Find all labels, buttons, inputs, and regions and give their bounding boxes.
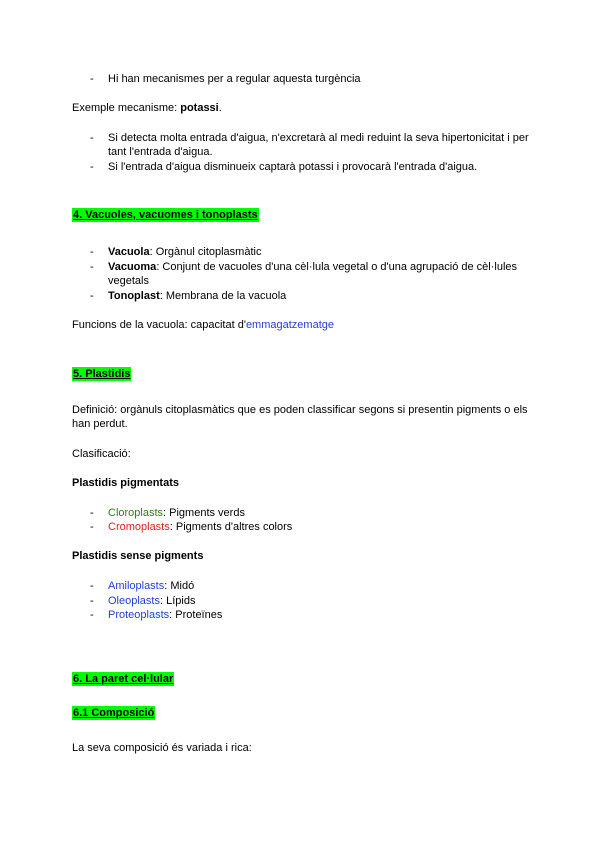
- vacuola-desc: : Orgànul citoplasmàtic: [149, 246, 262, 258]
- proteoplasts-item: [108, 608, 548, 622]
- section6-subheading: [72, 706, 155, 720]
- bullet-dash: -: [90, 609, 94, 621]
- cromoplasts-term: Cromoplasts: [108, 521, 170, 533]
- proteoplasts-term: Proteoplasts: [108, 609, 170, 621]
- bullet-dash: -: [90, 73, 94, 85]
- definicio-text: Definició: orgànuls citoplasmàtics que es poden classificar segons si presentin pigments o els han perdut.: [72, 404, 528, 430]
- bullet-dash: -: [90, 521, 94, 533]
- sense-title: Plastidis sense pigments: [72, 550, 204, 562]
- cloroplasts-desc: : Pigments verds: [163, 507, 245, 519]
- vacuoma-desc: : Conjunt de vacuoles d'una cèl·lula vegetal o d'una agrupació de cèl·lules vegetals: [108, 261, 518, 287]
- mecanisme-bullet-1: Si detecta molta entrada d'aigua, n'excretarà al medi reduint la seva hipertonicitat i per tant l'entrada d'aigua.: [108, 132, 529, 158]
- bullet-dash: -: [90, 595, 94, 607]
- amiloplasts-term: Amiloplasts: [108, 580, 165, 592]
- cromoplasts-item: [108, 520, 548, 534]
- vacuola-item: [108, 245, 548, 259]
- classificacio-label: Clasificació:: [72, 448, 131, 460]
- vacuola-term: Vacuola: [108, 246, 150, 258]
- proteoplasts-desc: : Proteïnes: [169, 609, 223, 621]
- section6-subheading-text: 6.1 Composició: [73, 707, 155, 719]
- section6-text: La seva composició és variada i rica:: [72, 742, 252, 754]
- section4-heading: [72, 208, 259, 222]
- cloroplasts-term: Cloroplasts: [108, 507, 164, 519]
- mecanisme-bullet-2: Si l'entrada d'aigua disminueix captarà potassi i provocarà l'entrada d'aigua.: [108, 161, 478, 173]
- exemple-bold: potassi: [180, 102, 219, 114]
- exemple-suffix: .: [218, 102, 222, 114]
- tonoplast-desc: : Membrana de la vacuola: [159, 290, 287, 302]
- oleoplasts-item: [108, 594, 548, 608]
- funcions-line: [72, 318, 334, 332]
- amiloplasts-desc: : Midó: [164, 580, 195, 592]
- section6-heading-text: 6. La paret cel·lular: [73, 673, 174, 685]
- section4-heading-text: 4. Vacuoles, vacuomes i tonoplasts: [73, 209, 258, 221]
- tonoplast-term: Tonoplast: [108, 290, 160, 302]
- bullet-dash: -: [90, 290, 94, 302]
- bullet-dash: -: [90, 132, 94, 144]
- vacuoma-item: [108, 260, 548, 288]
- bullet-dash: -: [90, 161, 94, 173]
- bullet-dash: -: [90, 580, 94, 592]
- oleoplasts-term: Oleoplasts: [108, 595, 160, 607]
- funcions-prefix: Funcions de la vacuola: capacitat d': [72, 319, 246, 331]
- tonoplast-item: [108, 289, 548, 303]
- section5-heading: [72, 367, 131, 381]
- cromoplasts-desc: : Pigments d'altres colors: [169, 521, 293, 533]
- exemple-prefix: Exemple mecanisme:: [72, 102, 181, 114]
- oleoplasts-desc: : Lípids: [159, 595, 196, 607]
- bullet-dash: -: [90, 507, 94, 519]
- cloroplasts-item: [108, 506, 548, 520]
- bullet-dash: -: [90, 246, 94, 258]
- funcions-link[interactable]: emmagatzematge: [245, 319, 334, 331]
- section5-heading-text: 5. Plastidis: [73, 368, 131, 380]
- bullet-dash: -: [90, 261, 94, 273]
- vacuoma-term: Vacuoma: [108, 261, 157, 273]
- amiloplasts-item: [108, 579, 548, 593]
- section6-heading: [72, 672, 174, 686]
- pigmentats-title: Plastidis pigmentats: [72, 477, 179, 489]
- exemple-line: [72, 101, 222, 115]
- turgencia-text: Hi han mecanismes per a regular aquesta turgència: [108, 73, 361, 85]
